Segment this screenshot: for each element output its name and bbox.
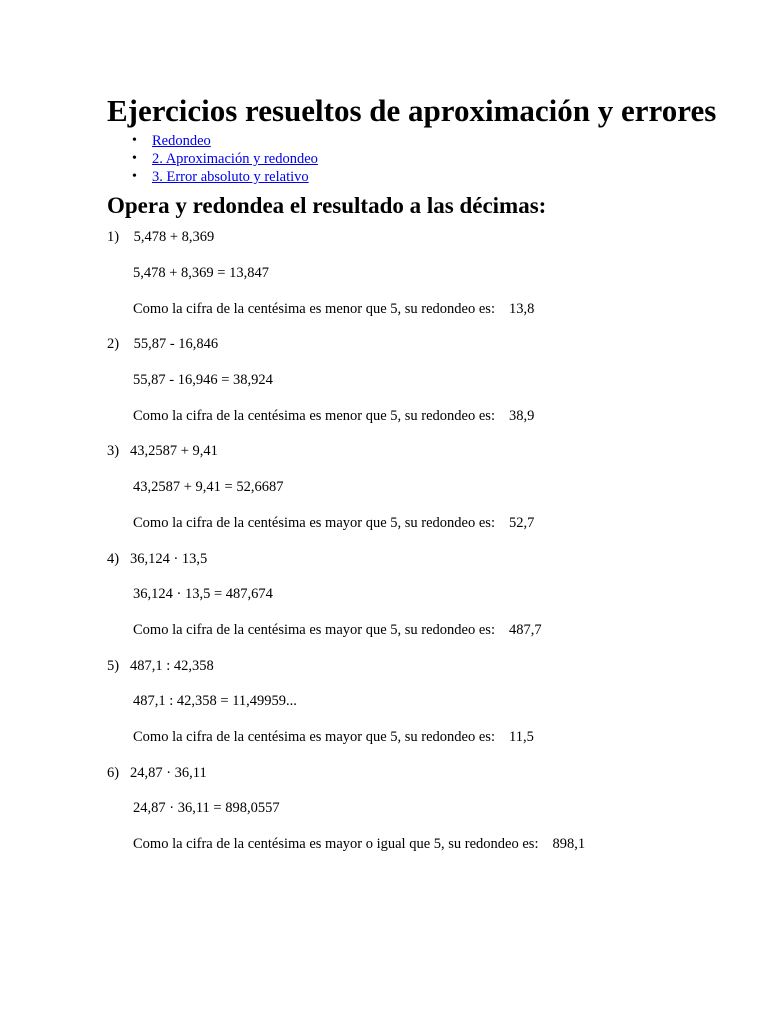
exercise-problem-line: [107, 327, 727, 363]
exercise-problem: 487,1 : 42,358: [129, 657, 214, 674]
exercise-result: 487,7: [508, 621, 542, 638]
exercise-explanation: Como la cifra de la centésima es mayor que 5, su redondeo es:: [133, 621, 495, 638]
exercise-explanation-line: [107, 398, 727, 434]
exercise-problem: 36,124 · 13,5: [129, 550, 208, 567]
toc-item-aproximacion: [132, 150, 727, 168]
exercise-explanation-line: [107, 720, 727, 756]
exercise-problem-line: [107, 541, 727, 577]
exercise-problem-line: [107, 648, 727, 684]
exercise-number: 5): [107, 657, 120, 674]
exercise-problem: 24,87 · 36,11: [129, 764, 207, 781]
toc-item-error: [132, 168, 727, 186]
exercise-explanation-line: [107, 827, 727, 863]
exercise-problem: 5,478 + 8,369: [133, 229, 215, 246]
exercise-number: 1): [107, 229, 120, 246]
exercise-result: 11,5: [508, 728, 534, 745]
exercise-result: 13,8: [508, 300, 535, 317]
exercise-number: 2): [107, 336, 120, 353]
exercise-problem-line: [107, 220, 727, 256]
exercise-result: 898,1: [552, 836, 586, 853]
exercise-number: 4): [107, 550, 120, 567]
exercise-solution: 55,87 - 16,946 = 38,924: [133, 372, 273, 389]
exercise-problem-line: [107, 434, 727, 470]
exercise-solution: 487,1 : 42,358 = 11,49959...: [133, 693, 297, 710]
bullet-icon: •: [132, 151, 137, 166]
exercise-problem-line: [107, 755, 727, 791]
toc-link-aproximacion[interactable]: 2. Aproximación y redondeo: [152, 151, 318, 167]
exercise-explanation: Como la cifra de la centésima es mayor que 5, su redondeo es:: [133, 728, 495, 745]
exercise-item: [107, 220, 727, 327]
exercise-explanation-line: [107, 613, 727, 649]
exercise-explanation-line: [107, 291, 727, 327]
exercise-list: [107, 220, 727, 862]
exercise-solution: 43,2587 + 9,41 = 52,6687: [133, 479, 284, 496]
exercise-item: [107, 755, 727, 862]
exercise-item: [107, 541, 727, 648]
section-heading: Opera y redondea el resultado a las décimas:: [107, 193, 547, 218]
exercise-problem: 55,87 - 16,846: [133, 336, 219, 353]
exercise-solution: 36,124 · 13,5 = 487,674: [133, 586, 273, 603]
document-page: [107, 92, 727, 862]
exercise-explanation: Como la cifra de la centésima es mayor que 5, su redondeo es:: [133, 514, 495, 531]
exercise-solution: 24,87 · 36,11 = 898,0557: [133, 800, 280, 817]
exercise-item: [107, 648, 727, 755]
exercise-number: 3): [107, 443, 120, 460]
bullet-icon: •: [132, 169, 137, 184]
exercise-explanation: Como la cifra de la centésima es menor que 5, su redondeo es:: [133, 300, 495, 317]
toc-link-error[interactable]: 3. Error absoluto y relativo: [152, 169, 309, 185]
bullet-icon: •: [132, 133, 137, 148]
table-of-contents: [107, 132, 727, 186]
exercise-problem: 43,2587 + 9,41: [129, 443, 218, 460]
exercise-item: [107, 434, 727, 541]
exercise-explanation-line: [107, 506, 727, 542]
exercise-number: 6): [107, 764, 120, 781]
toc-item-redondeo: [132, 132, 727, 150]
toc-link-redondeo[interactable]: Redondeo: [152, 133, 211, 149]
exercise-item: [107, 327, 727, 434]
exercise-explanation: Como la cifra de la centésima es mayor o igual que 5, su redondeo es:: [133, 836, 539, 853]
exercise-result: 52,7: [508, 514, 535, 531]
exercise-solution: 5,478 + 8,369 = 13,847: [133, 265, 269, 282]
exercise-explanation: Como la cifra de la centésima es menor que 5, su redondeo es:: [133, 407, 495, 424]
exercise-result: 38,9: [508, 407, 535, 424]
page-title: Ejercicios resueltos de aproximación y errores: [107, 93, 717, 128]
